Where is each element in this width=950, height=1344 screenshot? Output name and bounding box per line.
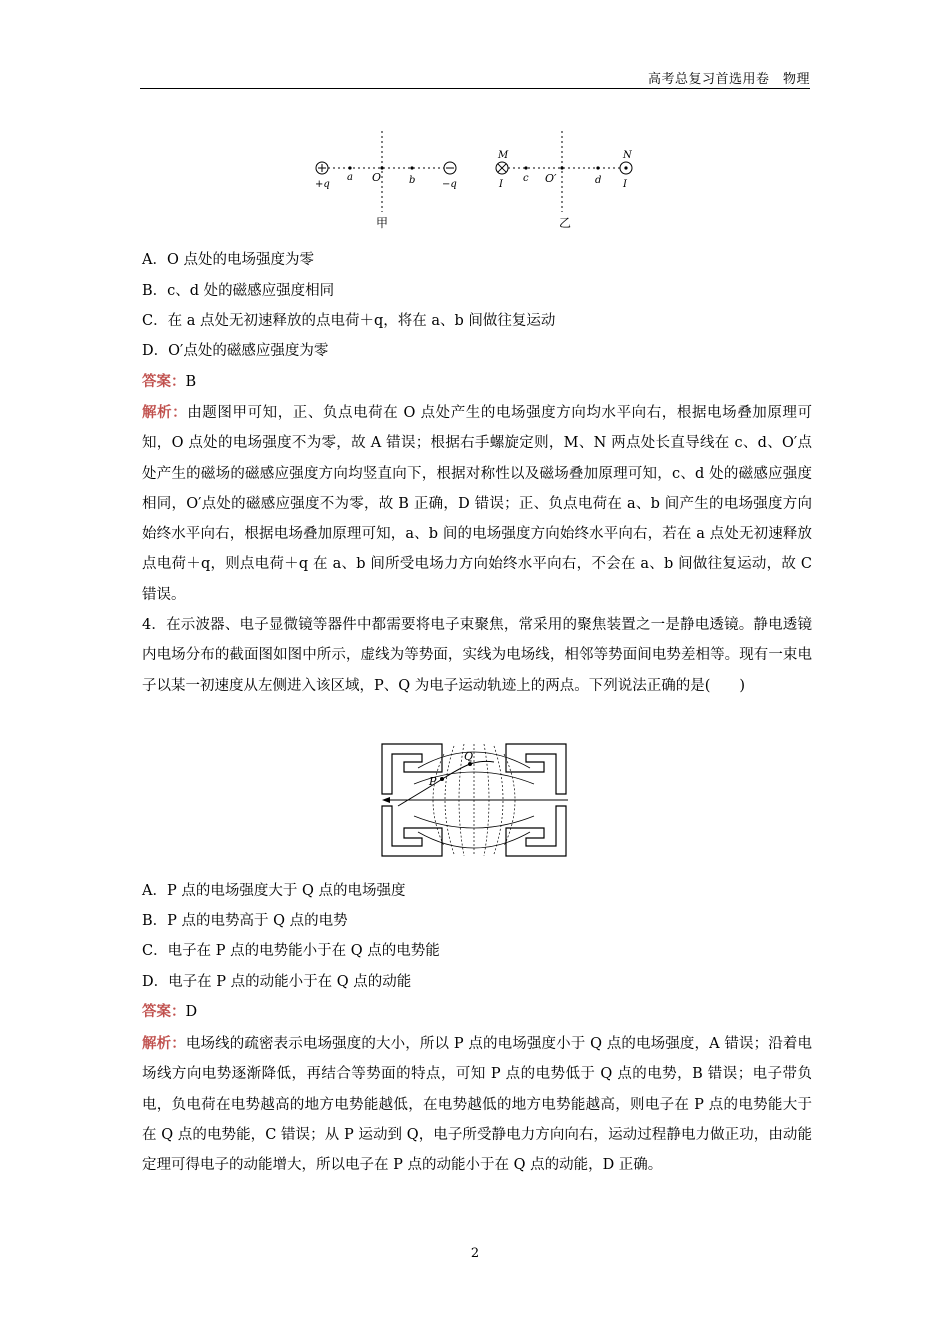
label-a: a: [347, 172, 353, 183]
q3-option-b: B．c、d 处的磁感应强度相同: [142, 283, 335, 299]
q4-option-d: D．电子在 P 点的动能小于在 Q 点的动能: [142, 974, 412, 990]
analysis-label: 解析：: [142, 404, 188, 421]
q4-analysis: 解析：电场线的疏密表示电场强度的大小，所以 P 点的电场强度小于 Q 点的电场强度，A 错误；沿着电场线方向电势逐渐降低，再结合等势面的特点，可知 P 点的电势低于 Q 点的电势，B 错误；电子带负电，负电荷在电势越高的地方电势能越低，在电势越低的地方电势能越高，则电子在 P 点的电势能大于在 Q 点的电势能，C 错误；从 P 运动到 Q，电子所受静电力方向向右，运动过程静电力做正功，由动能定理可得电子的动能增大，所以电子在 P 点的动能小于在 Q 点的动能，D 正确。: [142, 1035, 812, 1174]
q3-analysis: 解析：由题图甲可知，正、负点电荷在 O 点处产生的电场强度方向均水平向右，根据电场叠加原理可知，O 点处的电场强度不为零，故 A 错误；根据右手螺旋定则，M、N 两点处长直导线在 c、d、O′点处产生的磁场的磁感应强度方向均竖直向下，根据对称性以及磁场叠加原理可知，c、d 处的磁感应强度相同，O′点处的磁感应强度不为零，故 B 正确，D 错误；正、负点电荷在 a、b 间产生的电场强度方向始终水平向右，根据电场叠加原理可知，a、b 间的电场强度方向始终水平向右，若在 a 点处无初速释放点电荷＋q，则点电荷＋q 在 a、b 间所受电场力方向始终水平向右，不会在 a、b 间做往复运动，故 C 错误。: [142, 404, 812, 603]
point-p: [440, 777, 444, 781]
page-number: 2: [470, 1246, 480, 1261]
q4-stem: 4．在示波器、电子显微镜等器件中都需要将电子束聚焦，常采用的聚焦装置之一是静电透镜。静电透镜内电场分布的截面图如图中所示，虚线为等势面，实线为电场线，相邻等势面间电势差相等。现有一束电子以某一初速度从左侧进入该区域，P、Q 为电子运动轨迹上的两点。下列说法正确的是( ): [142, 617, 812, 694]
label-q: Q: [464, 750, 474, 763]
q3-answer: 答案：B: [142, 373, 197, 390]
label-i-right: I: [623, 179, 627, 190]
q4-option-c: C．电子在 P 点的电势能小于在 Q 点的电势能: [142, 943, 440, 959]
point-c: [524, 166, 527, 169]
q4-option-a: A．P 点的电场强度大于 Q 点的电场强度: [142, 883, 406, 899]
point-d: [596, 166, 599, 169]
label-p: P: [429, 775, 437, 788]
analysis-label: 解析：: [142, 1035, 186, 1052]
point-b: [410, 166, 413, 169]
answer-label: 答案：: [142, 1003, 186, 1020]
point-o: [380, 166, 383, 169]
q3-option-c: C．在 a 点处无初速释放的点电荷＋q，将在 a、b 间做往复运动: [142, 313, 556, 329]
q4-answer: 答案：D: [142, 1003, 198, 1020]
label-o-prime: O′: [545, 172, 557, 185]
figure-electrostatic-lens: [378, 740, 570, 860]
label-n: N: [623, 150, 632, 161]
label-i-left: I: [499, 179, 503, 190]
label-m: M: [498, 150, 509, 161]
q4-option-b: B．P 点的电势高于 Q 点的电势: [142, 913, 348, 929]
label-d: d: [595, 175, 602, 186]
caption-jia: 甲: [376, 216, 389, 230]
label-o: O: [372, 171, 382, 184]
label-c: c: [523, 173, 529, 184]
label-plus-q: +q: [315, 179, 330, 190]
answer-label: 答案：: [142, 373, 186, 390]
q3-option-a: A．O 点处的电场强度为零: [142, 252, 314, 268]
header-title: 高考总复习首选用卷 物理: [647, 72, 810, 87]
point-a: [348, 166, 351, 169]
point-o-prime: [560, 166, 563, 169]
page-header: [140, 66, 810, 89]
caption-yi: 乙: [559, 216, 572, 230]
label-b: b: [409, 175, 416, 186]
figure-charges-and-wires: [300, 128, 660, 234]
q3-option-d: D．O′点处的磁感应强度为零: [142, 343, 329, 359]
electron-trajectory: [398, 761, 494, 806]
label-minus-q: −q: [442, 179, 457, 190]
